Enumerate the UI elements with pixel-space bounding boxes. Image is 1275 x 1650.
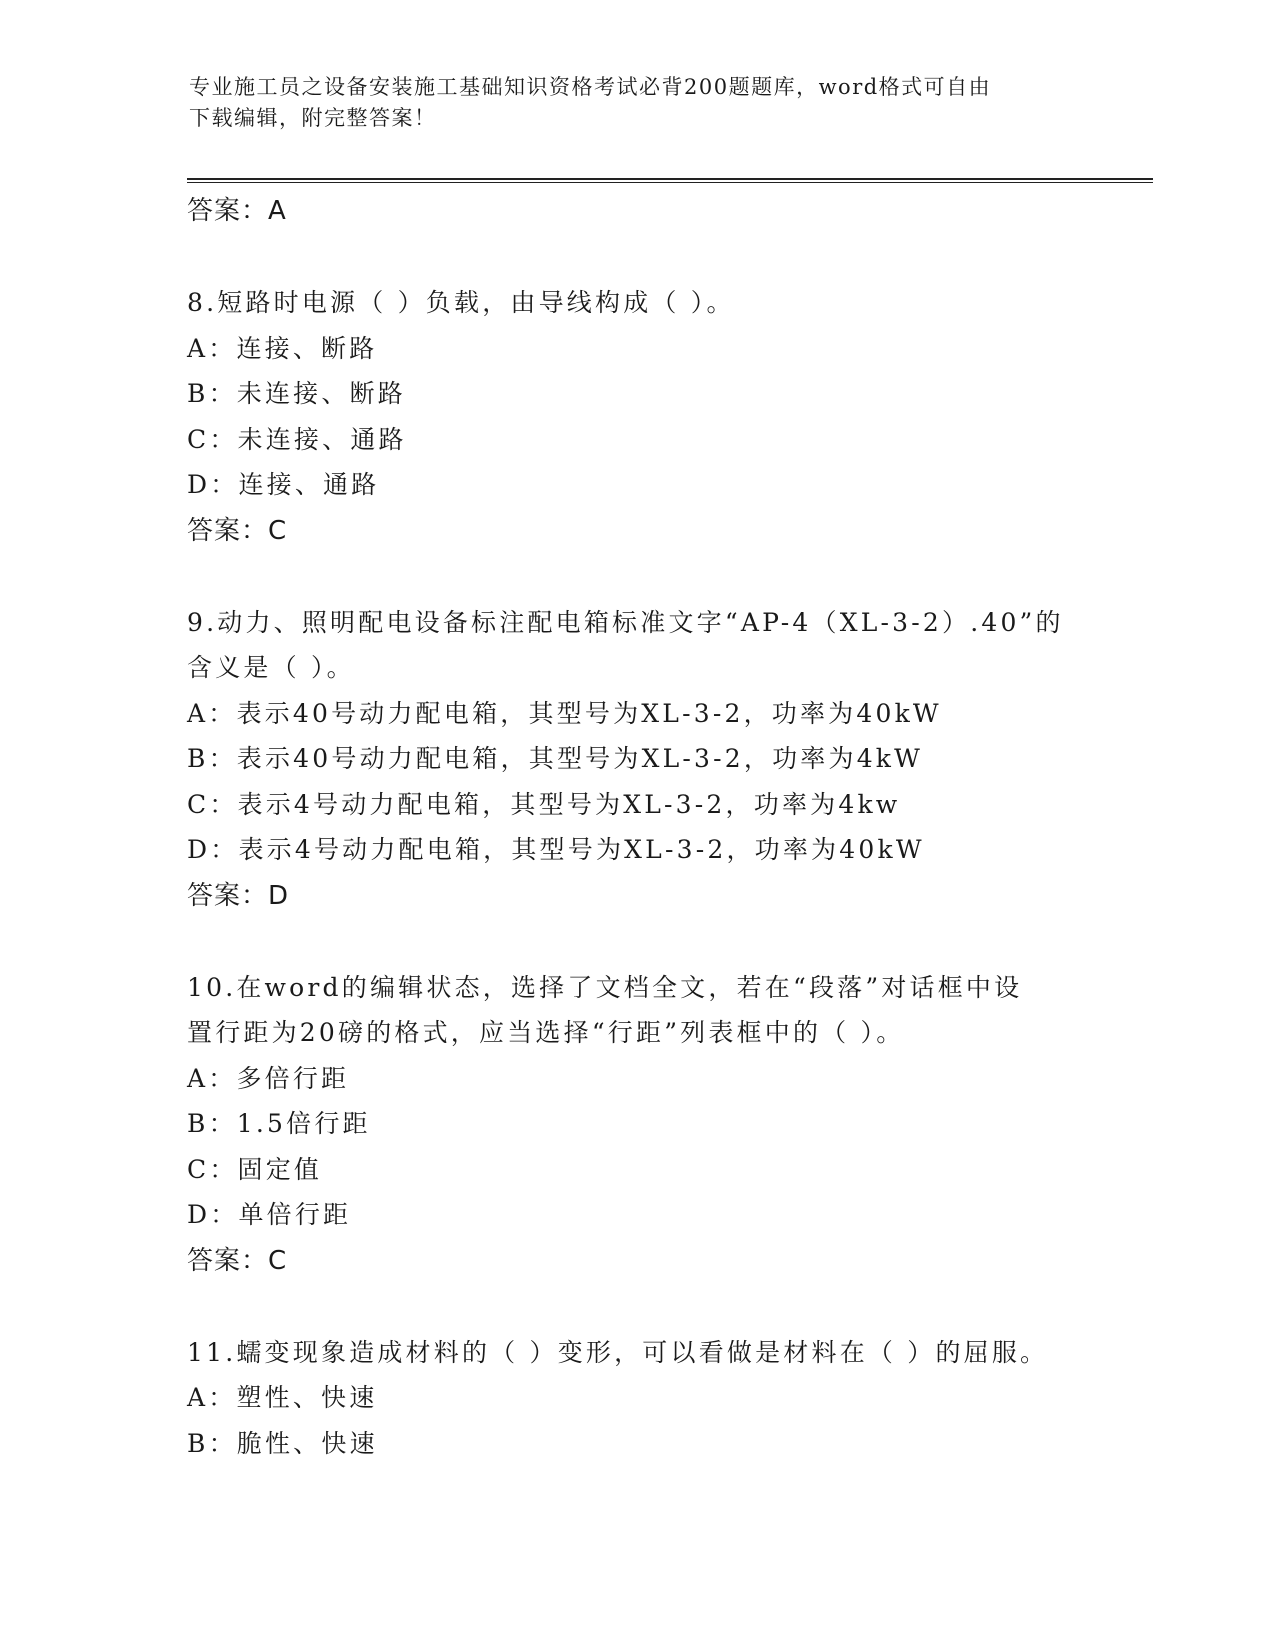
answer: 答案：D [187,880,290,911]
option-a: A：多倍行距 [187,1063,350,1093]
question-stem [187,965,1087,1056]
header-line-1: 专业施工员之设备安装施工基础知识资格考试必背200题题库，word格式可自由 [189,75,992,99]
question-list [187,188,1087,1466]
question-stem [187,600,1087,691]
question-stem [187,1330,1087,1376]
option-b: B：表示40号动力配电箱，其型号为XL-3-2，功率为4kW [187,744,924,773]
answer: 答案：C [187,515,288,546]
stem-line: 10.在word的编辑状态，选择了文档全文，若在“段落”对话框中设 [187,972,1023,1002]
option-d: D：表示4号动力配电箱，其型号为XL-3-2，功率为40kW [187,835,925,864]
option-c: C：未连接、通路 [187,424,407,454]
option-b: B：脆性、快速 [187,1428,378,1458]
question-stem [187,280,1087,326]
option-c: C：固定值 [187,1154,323,1184]
option-c: C：表示4号动力配电箱，其型号为XL-3-2，功率为4kw [187,789,901,819]
stem-line: 置行距为20磅的格式，应当选择“行距”列表框中的（ ）。 [187,1018,905,1047]
question-11 [187,1330,1087,1467]
option-b: B：未连接、断路 [187,379,406,408]
question-10 [187,965,1087,1284]
header-line-2: 下载编辑，附完整答案！ [189,106,437,130]
stem-line: 含义是（ ）。 [187,653,355,682]
answer: 答案：C [187,1245,288,1276]
option-b: B：1.5倍行距 [187,1109,371,1138]
stem-line: 9.动力、照明配电设备标注配电箱标准文字“AP-4（XL-3-2）.40”的 [187,607,1064,637]
question-9 [187,600,1087,919]
stem-line: 11.蠕变现象造成材料的（ ）变形，可以看做是材料在（ ）的屈服。 [187,1337,1049,1367]
option-a: A：连接、断路 [187,333,378,363]
header-divider [187,178,1153,183]
option-d: D：连接、通路 [187,470,380,499]
option-a: A：表示40号动力配电箱，其型号为XL-3-2，功率为40kW [187,698,942,728]
option-d: D：单倍行距 [187,1200,352,1229]
document-header [189,72,1089,134]
option-a: A：塑性、快速 [187,1383,378,1412]
previous-answer: 答案：A [187,196,287,226]
question-8 [187,280,1087,554]
stem-line: 8.短路时电源（ ）负载，由导线构成（ ）。 [187,288,735,317]
